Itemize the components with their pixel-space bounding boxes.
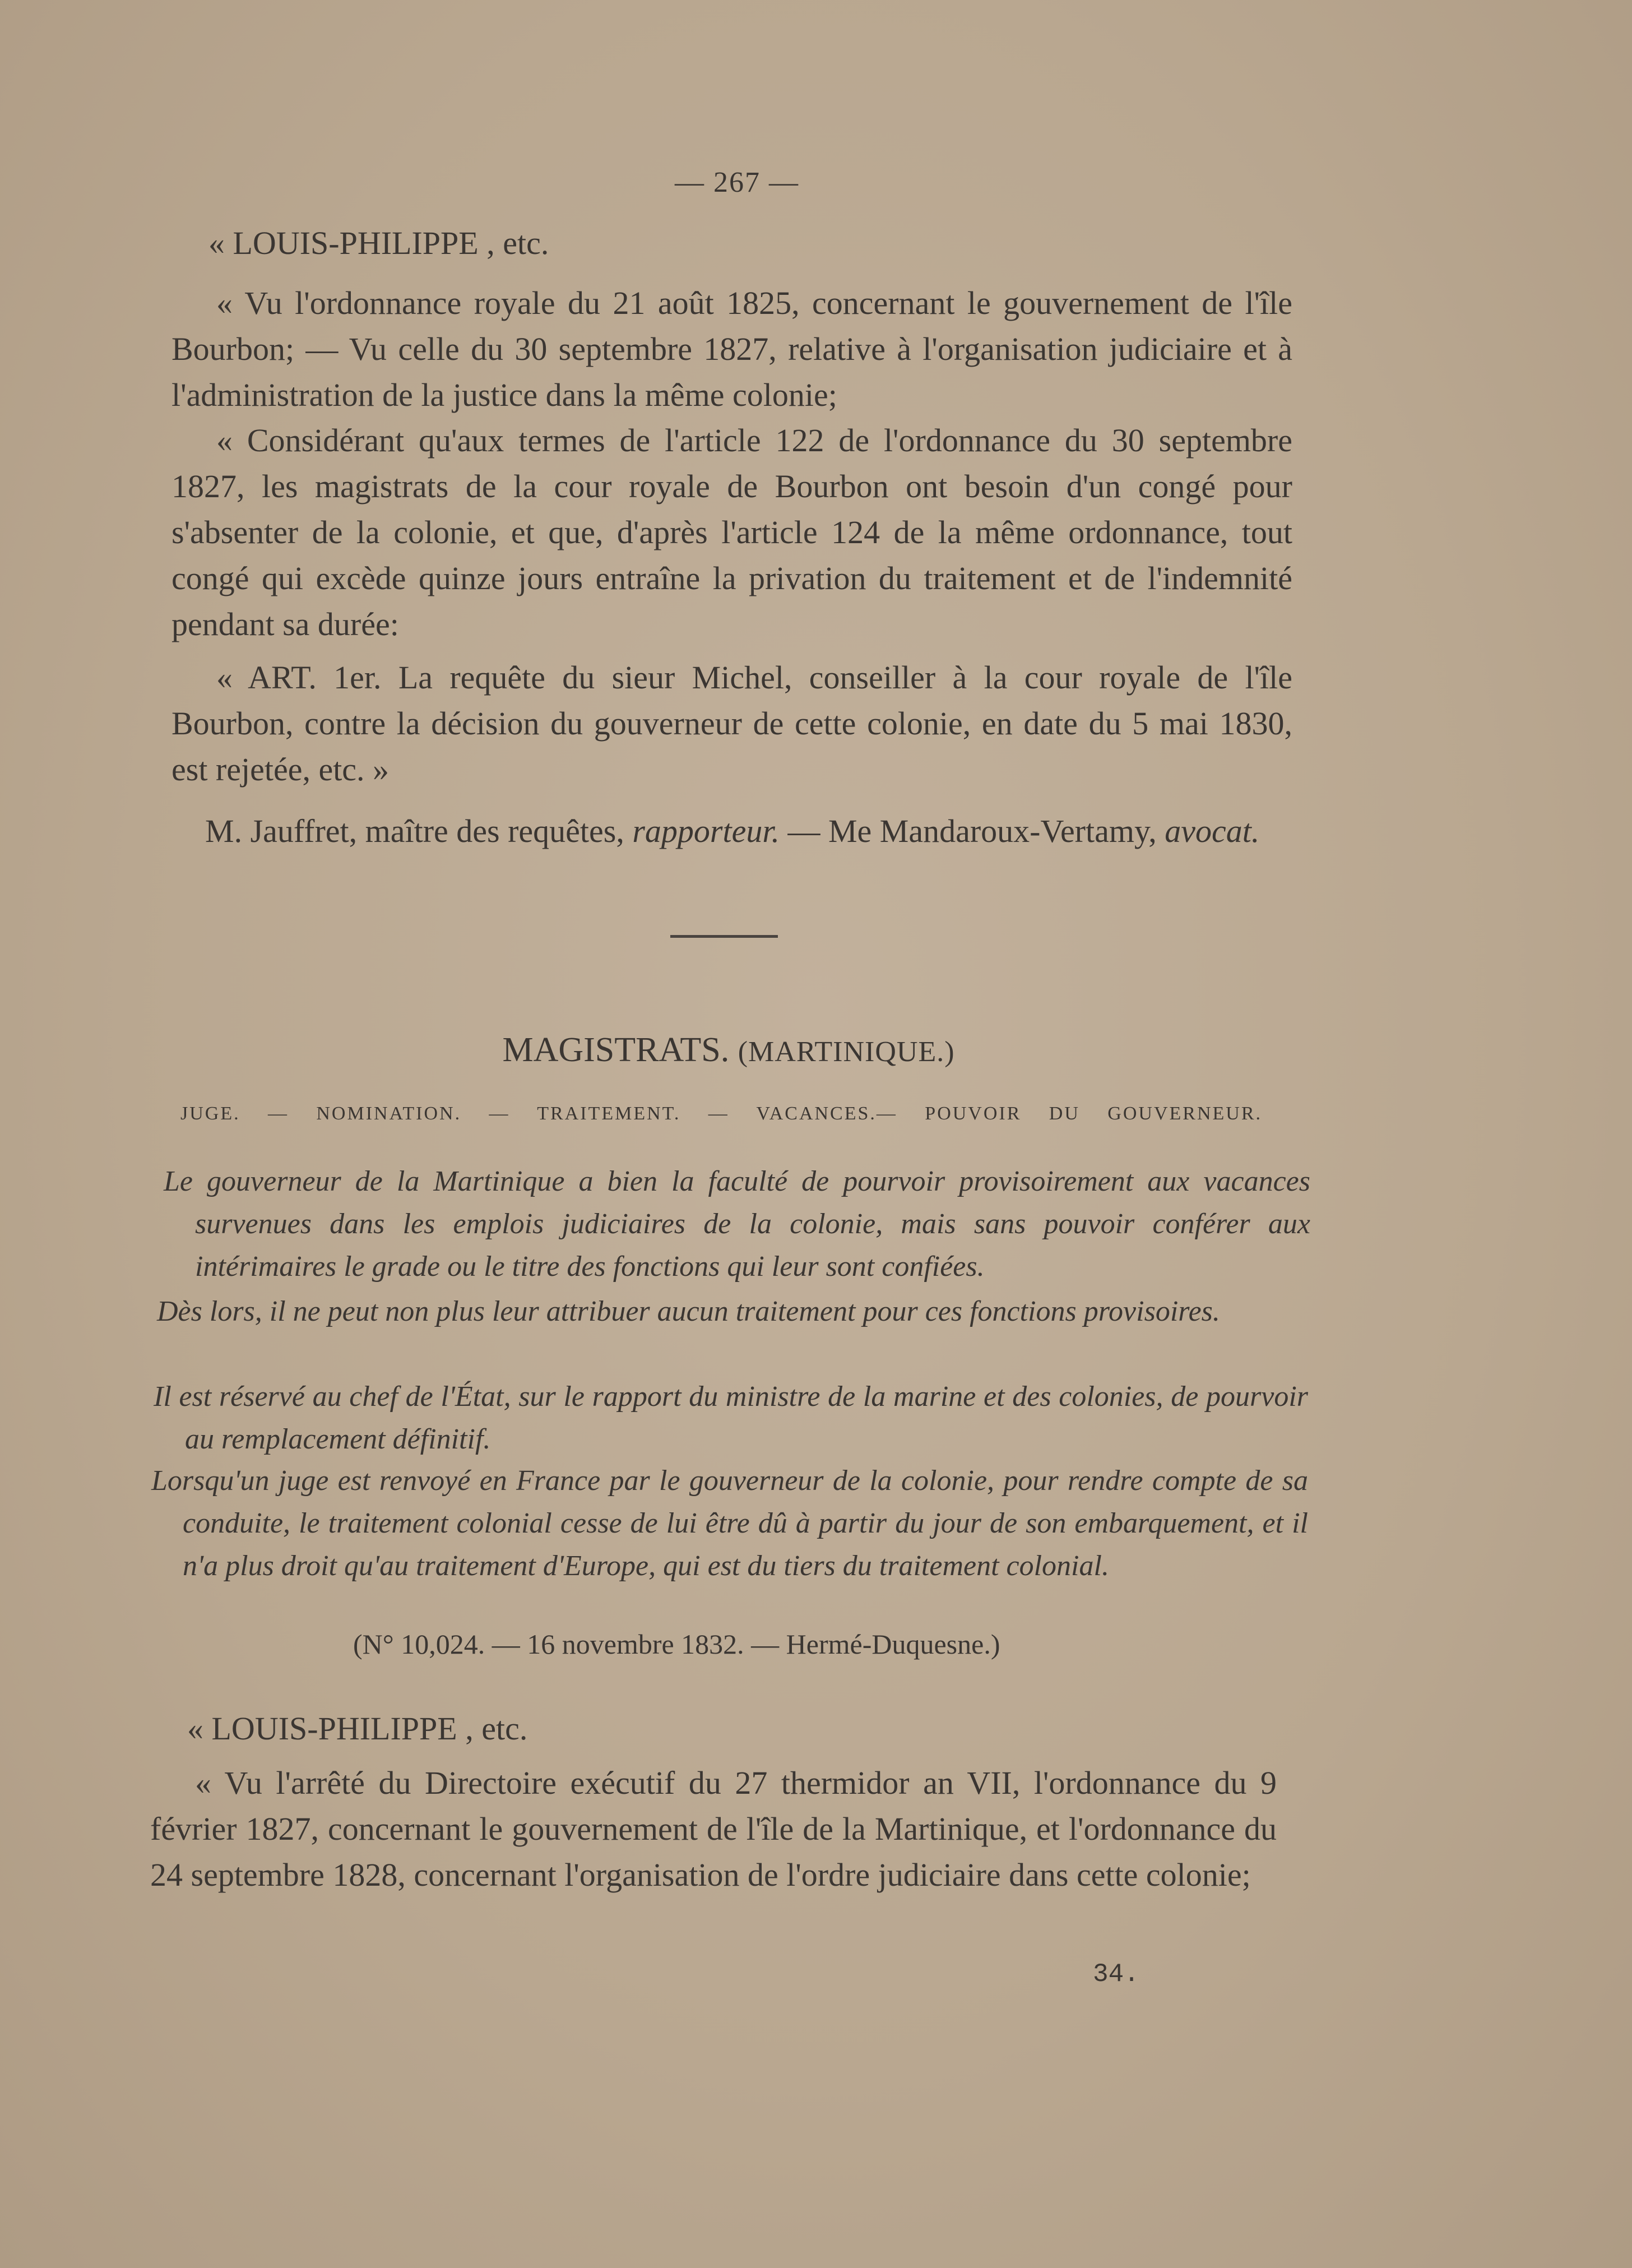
- section-title-sub: (MARTINIQUE.): [738, 1036, 955, 1068]
- summary-3: Il est réservé au chef de l'État, sur le rapport du ministre de la marine et des colonies, de pourvoir au remplacement définitif.: [154, 1381, 1308, 1455]
- summary-4: Lorsqu'un juge est renvoyé en France par le gouverneur de la colonie, pour rendre compte de sa conduite, le traitement colonial cesse de lui être dû à partir du jour de son embarquement, et il n'a plus droit qu'au traitement d'Europe, qui est du tiers du traitement colonial.: [151, 1465, 1308, 1582]
- page-number: — 267 —: [675, 166, 799, 198]
- decree-1-paragraph-1: « Vu l'ordonnance royale du 21 août 1825, concernant le gouvernement de l'île Bourbon; — Vu celle du 30 septembre 1827, relative à l'organisation judiciaire et à l'administration de la justice dans la même colonie;: [171, 285, 1292, 413]
- signature-mark: 34.: [1093, 1960, 1139, 1989]
- rapporteur-line: [171, 808, 1292, 854]
- rapporteur-name: M. Jauffret, maître des requêtes,: [205, 813, 624, 849]
- avocat-role: avocat.: [1165, 813, 1260, 849]
- decree-1-paragraph-2: « Considérant qu'aux termes de l'article 122 de l'ordonnance du 30 septembre 1827, les magistrats de la cour royale de Bourbon ont besoin d'un congé pour s'absenter de la colonie, et que, d'après l'article 124 de la même ordonnance, tout congé qui excède quinze jours entraîne la privation du traitement et de l'indemnité pendant sa durée:: [171, 422, 1292, 642]
- section-title: [0, 1030, 1457, 1070]
- decree-2-paragraph-1: « Vu l'arrêté du Directoire exécutif du 27 thermidor an VII, l'ordonnance du 9 février 1827, concernant le gouvernement de l'île de la Martinique, et l'ordonnance du 24 septembre 1828, concernant l'organisation de l'ordre judiciaire dans cette colonie;: [150, 1765, 1277, 1893]
- decree-1-article-1: « ART. 1er. La requête du sieur Michel, conseiller à la cour royale de l'île Bourbon, contre la décision du gouverneur de cette colonie, en date du 5 mai 1830, est rejetée, etc. »: [171, 659, 1292, 788]
- rapporteur-role: rapporteur.: [632, 813, 780, 849]
- summary-1: Le gouverneur de la Martinique a bien la faculté de pourvoir provisoirement aux vacances survenues dans les emplois judiciaires de la colonie, mais sans pouvoir conférer aux intérimaires le grade ou le titre des fonctions qui leur sont confiées.: [164, 1165, 1310, 1283]
- avocat-name: — Me Mandaroux-Vertamy,: [787, 813, 1157, 849]
- decree-heading-1: « LOUIS-PHILIPPE , etc.: [208, 225, 549, 261]
- decree-heading-2: « LOUIS-PHILIPPE , etc.: [187, 1710, 528, 1747]
- summary-2: Dès lors, il ne peut non plus leur attribuer aucun traitement pour ces fonctions provisoires.: [157, 1295, 1220, 1327]
- section-subtitle: JUGE. — NOMINATION. — TRAITEMENT. — VACANCES.— POUVOIR DU GOUVERNEUR.: [180, 1103, 1262, 1124]
- case-citation: (N° 10,024. — 16 novembre 1832. — Hermé-Duquesne.): [353, 1628, 1000, 1660]
- section-title-main: MAGISTRATS.: [502, 1031, 730, 1069]
- section-separator: [670, 935, 778, 938]
